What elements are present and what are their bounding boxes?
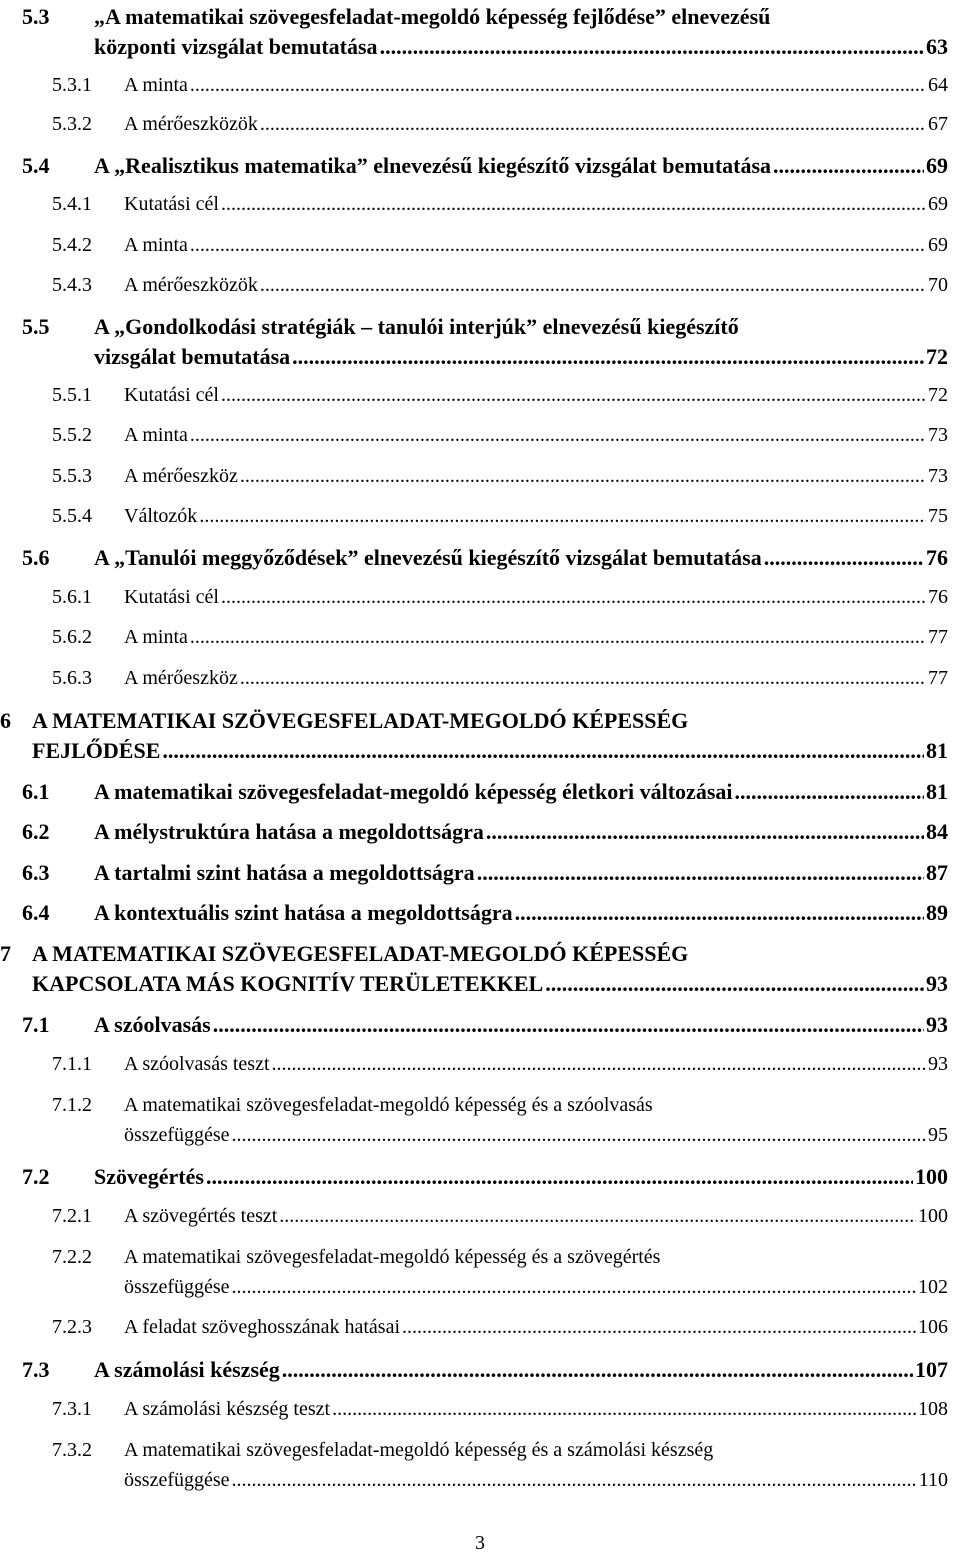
toc-entry-title: A szóolvasás teszt: [124, 1053, 270, 1075]
toc-entry-line: [124, 274, 948, 302]
toc-entry-number: 6.2: [22, 819, 50, 844]
dot-leader: [190, 234, 926, 257]
toc-entry-page: 69: [928, 234, 948, 256]
dot-leader: [213, 1012, 924, 1038]
toc-entry-line: [124, 1316, 948, 1344]
toc-entry-title: A szövegértés teszt: [124, 1205, 278, 1227]
toc-entry-number: 7: [0, 941, 11, 966]
toc-entry-page: 69: [928, 193, 948, 215]
toc-entry-number: 7.3: [22, 1357, 50, 1382]
dot-leader: [190, 626, 926, 649]
dot-leader: [292, 344, 924, 370]
toc-entry-title: A mérőeszköz: [124, 667, 238, 689]
toc-entry-line: [124, 234, 948, 262]
toc-entry-number: 5.4.3: [52, 274, 92, 296]
toc-entry-line: [124, 384, 948, 412]
toc-entry-line: [94, 900, 948, 928]
toc-entry-title: összefüggése: [124, 1276, 230, 1298]
toc-entry-number: 7.3.2: [52, 1439, 92, 1461]
dot-leader: [240, 667, 926, 690]
toc-entry-page: 89: [926, 900, 948, 925]
toc-entry-page: 76: [926, 545, 948, 570]
toc-entry-page: 69: [926, 153, 948, 178]
dot-leader: [332, 1398, 916, 1421]
toc-entry-line: [94, 314, 739, 342]
dot-leader: [279, 1205, 916, 1228]
toc-entry-line: [124, 1246, 660, 1274]
dot-leader: [221, 384, 926, 407]
toc-entry-title: A mérőeszközök: [124, 113, 258, 135]
toc-entry-page: 75: [928, 505, 948, 527]
toc-entry-title: A számolási készség: [94, 1357, 280, 1382]
toc-entry-title: vizsgálat bemutatása: [94, 344, 291, 369]
toc-entry-line: [124, 1205, 948, 1233]
toc-entry-title: A „Realisztikus matematika” elnevezésű kiegészítő vizsgálat bemutatása: [94, 153, 772, 178]
dot-leader: [221, 193, 926, 216]
toc-entry-title: A minta: [124, 74, 188, 96]
toc-entry-page: 76: [928, 586, 948, 608]
toc-entry-title: A „Gondolkodási stratégiák – tanulói interjúk” elnevezésű kiegészítő: [94, 314, 739, 339]
dot-leader: [190, 424, 926, 447]
toc-entry-line: [94, 1012, 948, 1040]
dot-leader: [232, 1276, 916, 1299]
toc-entry-line: [94, 779, 948, 807]
toc-entry-line: [94, 153, 948, 181]
toc-entry-line: [32, 941, 688, 969]
toc-entry-line: [124, 1439, 713, 1467]
dot-leader: [735, 779, 925, 805]
toc-entry-number: 5.6.3: [52, 667, 92, 689]
toc-entry-title: A MATEMATIKAI SZÖVEGESFELADAT-MEGOLDÓ KÉPESSÉG: [32, 708, 689, 733]
toc-entry-line: [124, 1094, 653, 1122]
toc-entry-number: 5.5.2: [52, 424, 92, 446]
toc-entry-line: [94, 819, 948, 847]
dot-leader: [272, 1053, 926, 1076]
toc-entry-number: 5.3.2: [52, 113, 92, 135]
dot-leader: [206, 1164, 913, 1190]
dot-leader: [515, 900, 924, 926]
page-number: 3: [475, 1532, 485, 1554]
dot-leader: [190, 74, 926, 97]
toc-entry-title: A feladat szöveghosszának hatásai: [124, 1316, 401, 1338]
toc-entry-page: 100: [918, 1205, 948, 1227]
toc-entry-line: [94, 34, 948, 62]
toc-entry-page: 100: [915, 1164, 948, 1189]
toc-entry-line: [124, 1469, 948, 1497]
toc-entry-number: 5.5.1: [52, 384, 92, 406]
toc-entry-title: A minta: [124, 424, 188, 446]
dot-leader: [260, 274, 926, 297]
toc-entry-line: [94, 1164, 948, 1192]
toc-entry-line: [124, 1398, 948, 1426]
dot-leader: [260, 113, 926, 136]
toc-entry-number: 5.6.1: [52, 586, 92, 608]
toc-entry-title: A matematikai szövegesfeladat-megoldó képesség életkori változásai: [94, 779, 733, 804]
toc-entry-page: 77: [928, 626, 948, 648]
dot-leader: [240, 465, 926, 488]
toc-entry-page: 84: [926, 819, 948, 844]
toc-entry-page: 64: [928, 74, 948, 96]
toc-entry-title: Kutatási cél: [124, 384, 219, 406]
toc-entry-title: A matematikai szövegesfeladat-megoldó képesség és a szóolvasás: [124, 1094, 653, 1116]
dot-leader: [232, 1469, 917, 1492]
toc-entry-number: 5.6.2: [52, 626, 92, 648]
toc-entry-title: összefüggése: [124, 1124, 230, 1146]
toc-entry-number: 7.1.2: [52, 1094, 92, 1116]
toc-entry-line: [124, 193, 948, 221]
toc-entry-line: [124, 465, 948, 493]
toc-entry-title: „A matematikai szövegesfeladat-megoldó képesség fejlődése” elnevezésű: [94, 4, 771, 29]
toc-entry-line: [124, 1124, 948, 1152]
toc-entry-title: A mélystruktúra hatása a megoldottságra: [94, 819, 484, 844]
toc-entry-number: 7.2.3: [52, 1316, 92, 1338]
toc-entry-line: [124, 667, 948, 695]
toc-entry-title: A matematikai szövegesfeladat-megoldó képesség és a szövegértés: [124, 1246, 661, 1268]
toc-entry-title: FEJLŐDÉSE: [32, 738, 161, 763]
toc-entry-page: 93: [926, 971, 948, 996]
toc-entry-title: összefüggése: [124, 1469, 230, 1491]
toc-entry-line: [124, 1053, 948, 1081]
toc-entry-number: 7.1.1: [52, 1053, 92, 1075]
toc-entry-title: A minta: [124, 626, 188, 648]
toc-entry-line: [94, 860, 948, 888]
toc-entry-title: Változók: [124, 505, 198, 527]
toc-entry-title: A „Tanulói meggyőződések” elnevezésű kiegészítő vizsgálat bemutatása: [94, 545, 762, 570]
toc-entry-line: [94, 545, 948, 573]
toc-entry-number: 6.3: [22, 860, 50, 885]
toc-entry-line: [32, 708, 688, 736]
toc-entry-page: 67: [928, 113, 948, 135]
toc-entry-number: 7.2.1: [52, 1205, 92, 1227]
toc-entry-number: 7.1: [22, 1012, 50, 1037]
dot-leader: [764, 545, 924, 571]
toc-entry-line: [124, 586, 948, 614]
toc-entry-page: 93: [928, 1053, 948, 1075]
toc-entry-number: 6.4: [22, 900, 50, 925]
toc-entry-number: 7.2: [22, 1164, 50, 1189]
toc-entry-title: központi vizsgálat bemutatása: [94, 34, 378, 59]
toc-entry-title: A minta: [124, 234, 188, 256]
toc-entry-title: A tartalmi szint hatása a megoldottságra: [94, 860, 475, 885]
toc-entry-page: 72: [926, 344, 948, 369]
toc-entry-page: 95: [928, 1124, 948, 1146]
dot-leader: [486, 819, 924, 845]
toc-entry-number: 5.4.1: [52, 193, 92, 215]
toc-entry-number: 6.1: [22, 779, 50, 804]
toc-entry-number: 5.4.2: [52, 234, 92, 256]
toc-entry-title: KAPCSOLATA MÁS KOGNITÍV TERÜLETEKKEL: [32, 971, 544, 996]
toc-entry-number: 5.5.3: [52, 465, 92, 487]
toc-entry-page: 72: [928, 384, 948, 406]
toc-entry-line: [94, 4, 770, 32]
toc-entry-title: A mérőeszközök: [124, 274, 258, 296]
toc-entry-page: 73: [928, 465, 948, 487]
dot-leader: [402, 1316, 916, 1339]
toc-entry-number: 5.5: [22, 314, 50, 339]
dot-leader: [773, 153, 924, 179]
dot-leader: [380, 34, 924, 60]
toc-entry-line: [124, 1276, 948, 1304]
toc-entry-title: Szövegértés: [94, 1164, 204, 1189]
toc-entry-number: 7.3.1: [52, 1398, 92, 1420]
dot-leader: [477, 860, 924, 886]
toc-entry-page: 81: [926, 779, 948, 804]
dot-leader: [162, 738, 924, 764]
toc-entry-line: [124, 626, 948, 654]
toc-entry-page: 77: [928, 667, 948, 689]
toc-entry-title: A mérőeszköz: [124, 465, 238, 487]
toc-entry-page: 93: [926, 1012, 948, 1037]
toc-entry-title: Kutatási cél: [124, 586, 219, 608]
dot-leader: [221, 586, 926, 609]
toc-entry-number: 7.2.2: [52, 1246, 92, 1268]
toc-entry-title: Kutatási cél: [124, 193, 219, 215]
toc-entry-page: 70: [928, 274, 948, 296]
toc-entry-line: [94, 344, 948, 372]
toc-entry-line: [124, 74, 948, 102]
toc-entry-page: 106: [918, 1316, 948, 1338]
toc-entry-title: A MATEMATIKAI SZÖVEGESFELADAT-MEGOLDÓ KÉPESSÉG: [32, 941, 689, 966]
toc-entry-page: 110: [918, 1469, 948, 1491]
toc-entry-number: 5.5.4: [52, 505, 92, 527]
toc-entry-page: 102: [918, 1276, 948, 1298]
toc-entry-title: A szóolvasás: [94, 1012, 211, 1037]
toc-entry-title: A matematikai szövegesfeladat-megoldó képesség és a számolási készség: [124, 1439, 714, 1461]
toc-entry-number: 5.4: [22, 153, 50, 178]
toc-entry-number: 6: [0, 708, 11, 733]
toc-entry-line: [32, 971, 948, 999]
toc-entry-number: 5.3: [22, 4, 50, 29]
toc-entry-page: 73: [928, 424, 948, 446]
toc-entry-page: 87: [926, 860, 948, 885]
toc-entry-page: 107: [915, 1357, 948, 1382]
toc-entry-page: 108: [918, 1398, 948, 1420]
toc-entry-line: [124, 113, 948, 141]
toc-entry-title: A számolási készség teszt: [124, 1398, 331, 1420]
toc-entry-page: 81: [926, 738, 948, 763]
toc-entry-page: 63: [926, 34, 948, 59]
dot-leader: [282, 1357, 913, 1383]
toc-entry-number: 5.6: [22, 545, 50, 570]
dot-leader: [545, 971, 924, 997]
toc-entry-line: [32, 738, 948, 766]
dot-leader: [199, 505, 926, 528]
toc-entry-line: [94, 1357, 948, 1385]
toc-entry-line: [124, 424, 948, 452]
toc-entry-line: [124, 505, 948, 533]
toc-entry-number: 5.3.1: [52, 74, 92, 96]
toc-entry-title: A kontextuális szint hatása a megoldottságra: [94, 900, 513, 925]
dot-leader: [232, 1124, 926, 1147]
